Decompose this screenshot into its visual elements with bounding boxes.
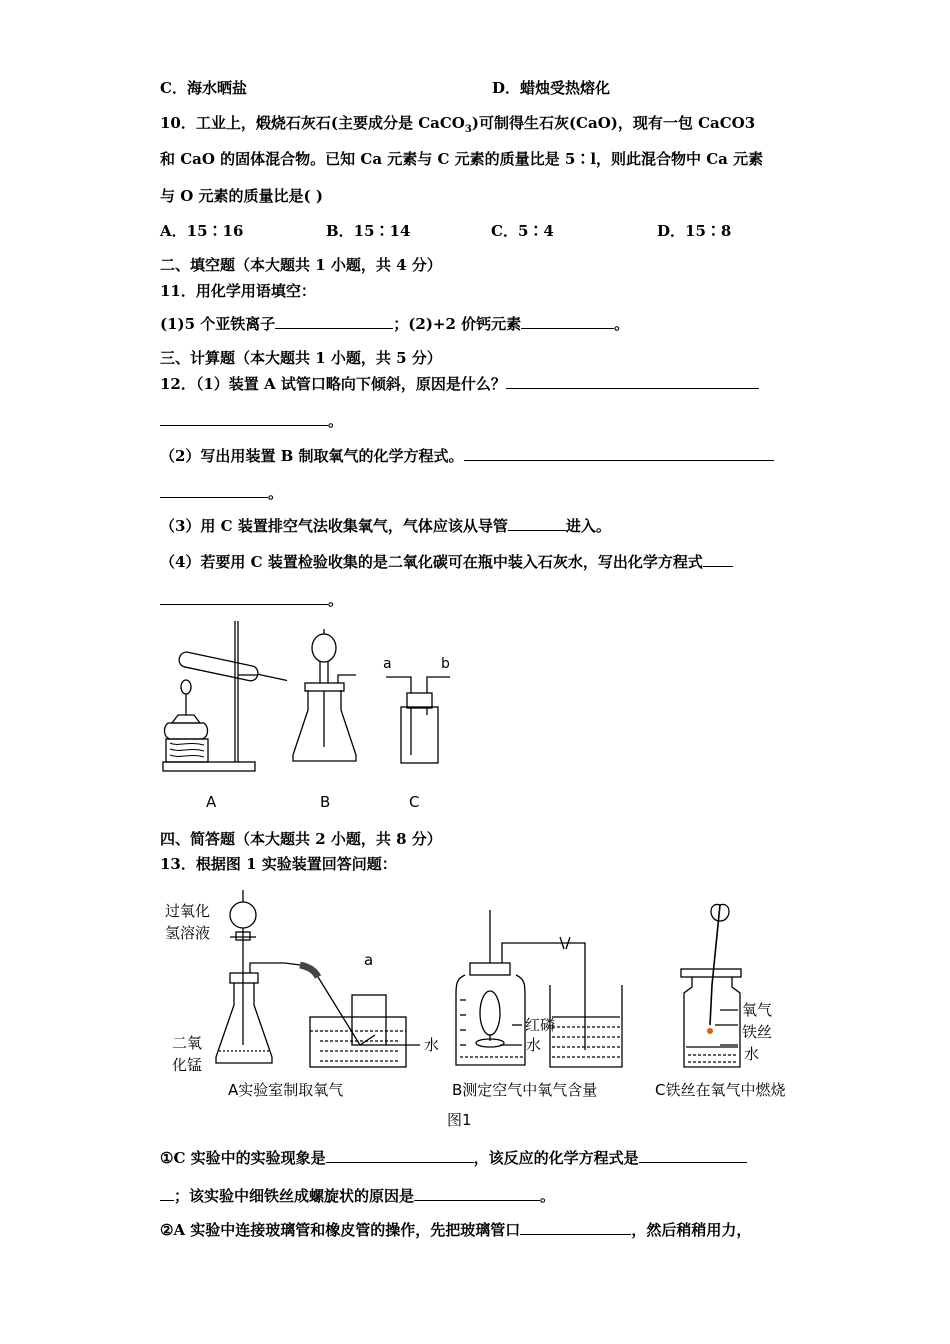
q13-blank-1[interactable]	[326, 1147, 474, 1163]
q10-line-3: 与 O 元素的质量比是( )	[160, 187, 323, 205]
caption-c: C铁丝在氧气中燃烧	[655, 1081, 786, 1099]
q12-part4: （4）若要用 C 装置检验收集的是二氧化碳可在瓶中装入石灰水，写出化学方程式	[160, 551, 733, 572]
caption-b: B测定空气中氧气含量	[452, 1081, 598, 1099]
q12-part2: （2）写出用装置 B 制取氧气的化学方程式。	[160, 445, 774, 466]
label-water-c: 水	[744, 1045, 760, 1063]
q12-blank-1b[interactable]	[160, 410, 328, 426]
q12-blank-2a[interactable]	[464, 445, 774, 461]
q13-stem: 13．根据图 1 实验装置回答问题：	[160, 855, 397, 873]
q9-option-c: C．海水晒盐	[160, 79, 247, 97]
q11-blank-1[interactable]	[275, 313, 393, 329]
q12-part2-cont: 。	[160, 482, 283, 503]
burning-spark	[707, 1028, 713, 1034]
q13-blank-3[interactable]	[414, 1185, 540, 1201]
q13-blank-2a[interactable]	[639, 1147, 747, 1163]
q12-blank-3[interactable]	[508, 515, 566, 531]
q13-blank-4[interactable]	[520, 1219, 631, 1235]
q10-option-b: B．15∶14	[326, 222, 411, 240]
label-apparatus-c: C	[409, 793, 420, 811]
label-a-tube: a	[383, 656, 392, 672]
q10-option-c: C．5∶4	[491, 222, 554, 240]
q11-parts: (1)5 个亚铁离子 ；(2)+2 价钙元素 。	[160, 315, 630, 333]
stand-base	[163, 762, 255, 771]
section-4-heading: 四、简答题（本大题共 2 小题，共 8 分）	[160, 830, 442, 848]
label-iron-wire: 铁丝	[742, 1023, 773, 1041]
q10-option-a: A．15∶16	[160, 222, 244, 240]
q13-blank-2b[interactable]	[160, 1185, 174, 1201]
label-h2o2-line1: 过氧化	[165, 902, 211, 920]
q11-stem: 11．用化学用语填空：	[160, 282, 316, 300]
q10-line-1: 10．工业上，煅烧石灰石(主要成分是 CaCO$_3$)可制得生石灰(CaO)，现有一包 CaCO3	[160, 114, 756, 135]
q10-line-2: 和 CaO 的固体混合物。已知 Ca 元素与 C 元素的质量比是 5∶l，则此混合物中 Ca 元素	[160, 150, 764, 168]
q9-options-row	[160, 78, 611, 98]
q10-option-d: D．15∶8	[657, 222, 732, 240]
q13-part1: ①C 实验中的实验现象是 ，该反应的化学方程式是	[160, 1147, 747, 1168]
q12-blank-4b[interactable]	[160, 589, 328, 605]
label-b-tube: b	[441, 656, 450, 672]
label-water-a: 水	[424, 1036, 440, 1054]
q12-blank-1a[interactable]	[506, 373, 759, 389]
section-2-heading: 二、填空题（本大题共 1 小题，共 4 分）	[160, 256, 442, 274]
q11-blank-2[interactable]	[521, 313, 614, 329]
q12-part3: （3）用 C 装置排空气法收集氧气，气体应该从导管 进入。	[160, 517, 611, 535]
label-apparatus-b: B	[320, 793, 331, 811]
label-mno2-line2: 化锰	[172, 1056, 203, 1074]
apparatus-abc-figure	[158, 615, 468, 815]
label-h2o2-line2: 氢溶液	[165, 924, 211, 942]
caption-a: A实验室制取氧气	[228, 1081, 344, 1099]
q12-blank-2b[interactable]	[160, 482, 268, 498]
label-tube-a: a	[364, 951, 374, 969]
q13-part2: ②A 实验中连接玻璃管和橡皮管的操作，先把玻璃管口 ，然后稍稍用力，	[160, 1221, 752, 1239]
label-water-b: 水	[526, 1036, 542, 1054]
figure-1	[160, 885, 820, 1135]
q12-blank-4a[interactable]	[703, 551, 733, 567]
label-mno2-line1: 二氧	[172, 1034, 203, 1052]
q9-option-d: D．蜡烛受热熔化	[492, 79, 611, 97]
label-red-phosphorus: 红磷	[525, 1016, 556, 1034]
label-apparatus-a: A	[206, 793, 217, 811]
q13-part1-cont: ；该实验中细铁丝成螺旋状的原因是 。	[160, 1185, 555, 1206]
label-oxygen: 氧气	[742, 1001, 773, 1019]
q12-part1-cont: 。	[160, 410, 343, 431]
section-3-heading: 三、计算题（本大题共 1 小题，共 5 分）	[160, 349, 442, 367]
figure-1-caption: 图1	[447, 1111, 472, 1129]
q12-part1: 12．（1）装置 A 试管口略向下倾斜，原因是什么？	[160, 373, 759, 394]
q12-part4-cont: 。	[160, 589, 343, 610]
q10-options-row	[160, 221, 732, 241]
